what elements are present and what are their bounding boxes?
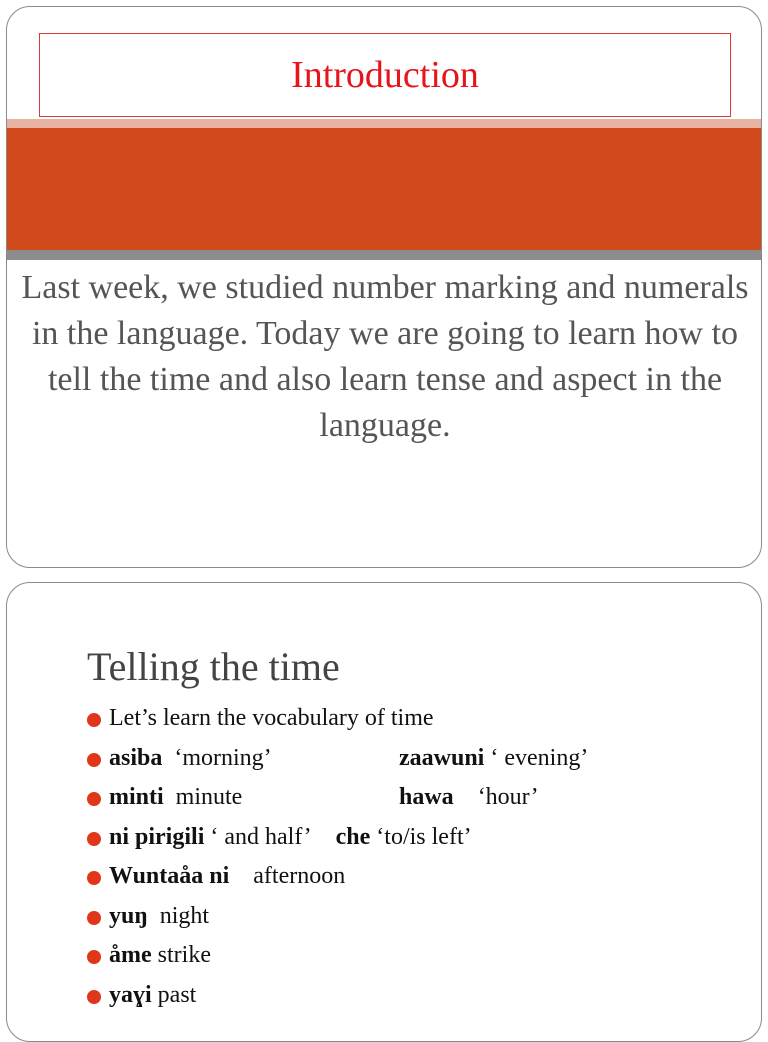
vocab-gloss: ‘morning’: [174, 744, 272, 771]
intro-title-box: [39, 33, 731, 117]
vocab-term: ni pirigili: [109, 823, 205, 850]
header-band-shadow: [7, 250, 761, 260]
list-item: [87, 824, 747, 864]
vocab-gloss: ‘to/is left’: [376, 823, 472, 850]
telling-time-title: Telling the time: [87, 644, 340, 689]
vocab-term: hawa: [399, 784, 454, 810]
vocab-gloss: ‘hour’: [477, 784, 539, 810]
item-text: Let’s learn the vocabulary of time: [109, 705, 434, 731]
vocab-gloss: strike: [157, 942, 211, 968]
header-band: [7, 128, 761, 250]
vocab-gloss: ‘ evening’: [490, 744, 589, 771]
vocab-term: zaawuni: [399, 744, 485, 771]
vocabulary-list: [87, 705, 747, 1021]
vocab-term: che: [335, 823, 371, 850]
list-item: [87, 745, 747, 785]
header-band-accent: [7, 119, 761, 128]
vocab-gloss: night: [159, 902, 210, 929]
list-item: [87, 903, 747, 943]
vocab-gloss: past: [157, 981, 197, 1008]
telling-time-slide: [6, 582, 762, 1042]
list-item: [87, 982, 747, 1022]
vocab-term: Wuntaåa ni: [109, 863, 230, 889]
vocab-gloss: afternoon: [253, 863, 346, 889]
list-item: [87, 784, 747, 824]
list-item: [87, 705, 747, 745]
list-item: [87, 942, 747, 982]
vocab-term: åme: [109, 942, 152, 968]
vocab-term: yaɣi: [109, 981, 152, 1008]
vocab-gloss: minute: [175, 784, 243, 810]
vocab-term: minti: [109, 784, 164, 810]
list-item: [87, 863, 747, 903]
vocab-term: asiba: [109, 744, 163, 771]
intro-title: Introduction: [291, 54, 479, 96]
intro-slide: [6, 6, 762, 568]
intro-body-text: Last week, we studied number marking and numerals in the language. Today we are going to learn how to tell the time and also learn tense and aspect in the language.: [21, 269, 749, 444]
vocab-term: yuŋ: [109, 902, 148, 929]
vocab-gloss: ‘ and half’: [210, 823, 312, 850]
